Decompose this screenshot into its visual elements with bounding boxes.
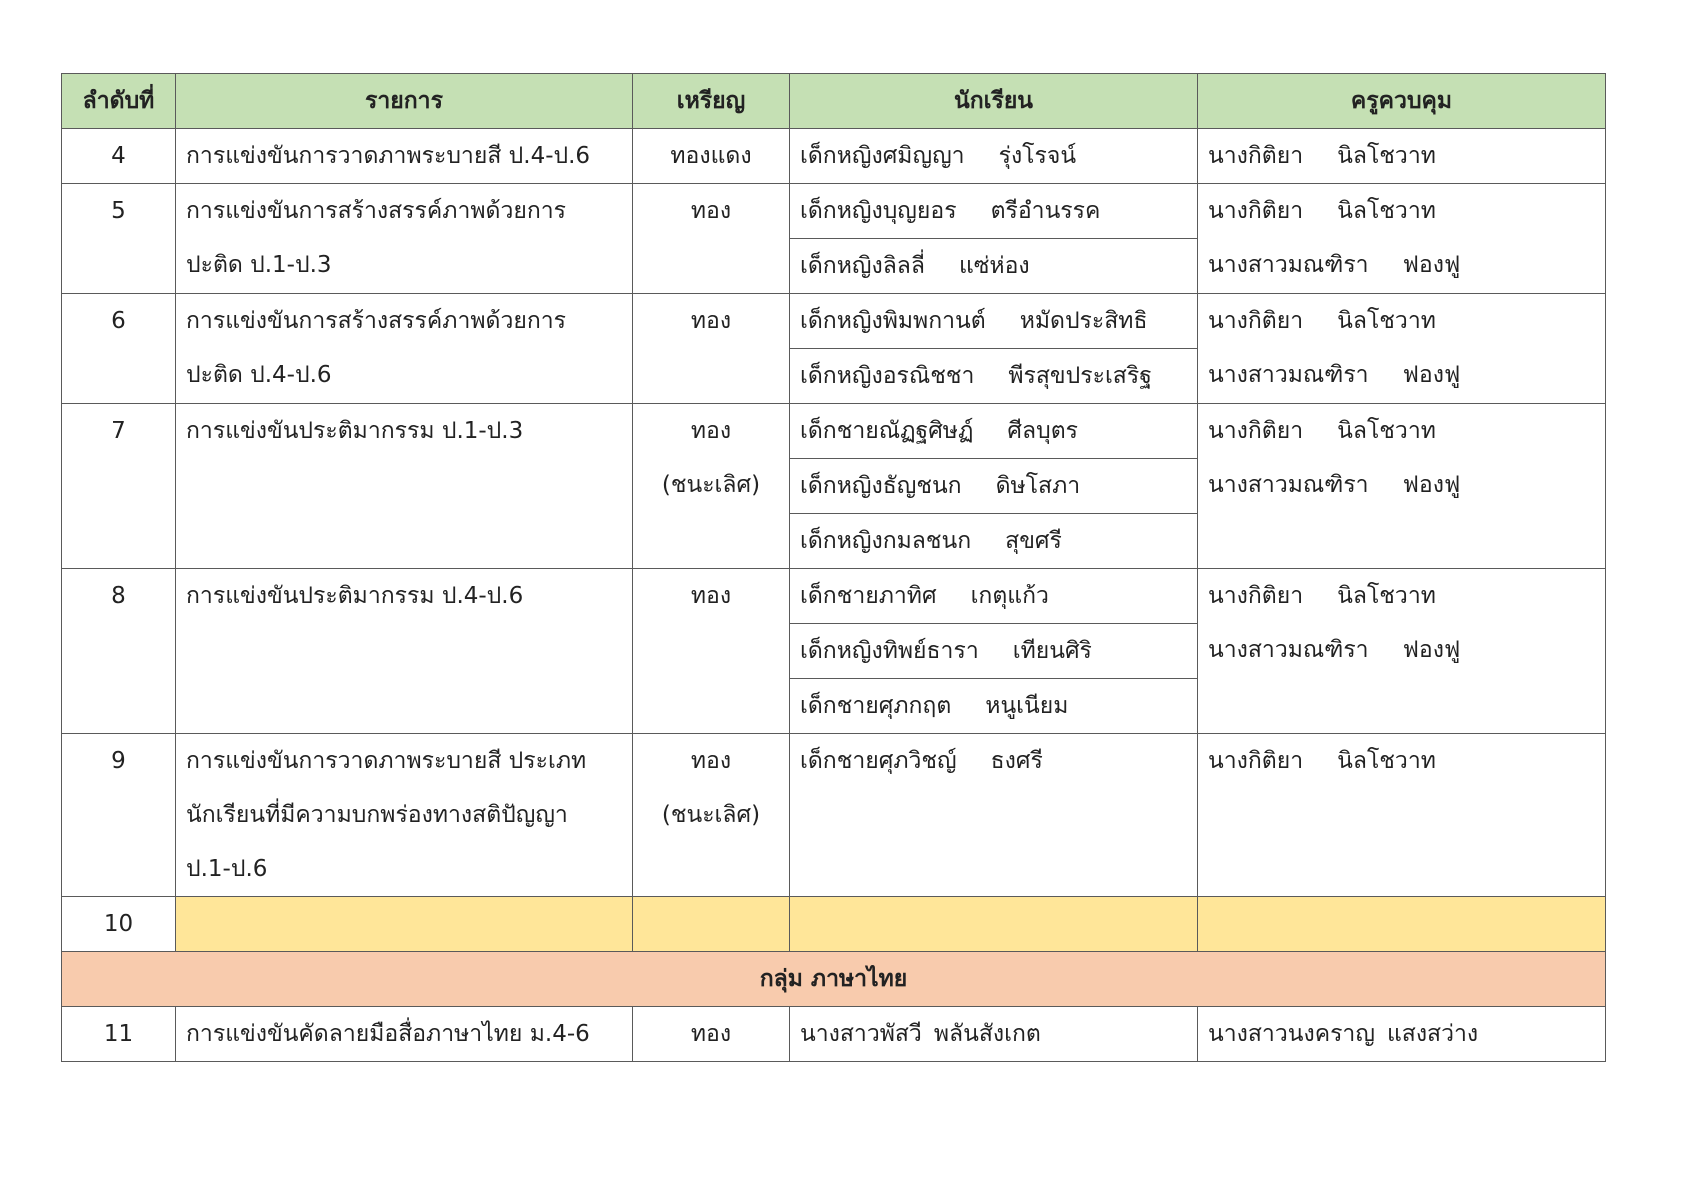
- header-medal: เหรียญ: [633, 74, 790, 129]
- student-line: [790, 569, 1197, 623]
- group-header-row: [62, 952, 1606, 1007]
- teacher-line: [1198, 184, 1605, 238]
- student-last-name: หมัดประสิทธิ: [1019, 308, 1148, 334]
- teacher-first-name: นางกิติยา: [1208, 198, 1304, 224]
- teacher-line: [1198, 129, 1605, 183]
- student-first-name: เด็กหญิงพิมพกานต์: [800, 308, 986, 334]
- student-cell: [790, 1007, 1198, 1062]
- student-last-name: พีรสุขประเสริฐ: [1008, 363, 1152, 389]
- header-teachers: ครูควบคุม: [1198, 74, 1606, 129]
- teacher-line: [1198, 238, 1605, 292]
- teacher-line: [1198, 404, 1605, 458]
- medal-line: (ชนะเลิศ): [661, 472, 761, 498]
- teacher-last-name: ฟองฟู: [1402, 362, 1461, 388]
- event-name: การแข่งขันคัดลายมือสื่อภาษาไทย ม.4-6: [176, 1007, 633, 1062]
- header-no: ลำดับที่: [62, 74, 176, 129]
- teacher-line: [1198, 458, 1605, 512]
- medal-line: ทอง: [690, 583, 732, 609]
- header-students: นักเรียน: [790, 74, 1198, 129]
- teacher-first-name: นางสาวมณฑิรา: [1208, 637, 1369, 663]
- table-row: [62, 1007, 1606, 1062]
- medal-line: ทองแดง: [670, 143, 752, 169]
- student-last-name: ธงศรี: [990, 748, 1043, 774]
- teacher-line: [1198, 294, 1605, 348]
- event-line: ปะติด ป.4-ป.6: [186, 362, 332, 388]
- row-number: 6: [62, 294, 176, 404]
- student-first-name: เด็กหญิงลิลลี่: [800, 253, 925, 279]
- event-name: [176, 569, 633, 734]
- event-name: [176, 404, 633, 569]
- header-row: [62, 74, 1606, 129]
- teacher-cell: [1198, 294, 1606, 404]
- teacher-cell: [1198, 569, 1606, 734]
- student-first-name: เด็กชายศุภวิชญ์: [800, 748, 957, 774]
- header-event: รายการ: [176, 74, 633, 129]
- row-number: 4: [62, 129, 176, 184]
- teacher-last-name: ฟองฟู: [1402, 252, 1461, 278]
- student-last-name: สุขศรี: [1005, 528, 1062, 554]
- event-name: [176, 734, 633, 897]
- medal-value: [633, 404, 790, 569]
- student-line: [790, 129, 1197, 183]
- empty-cell: [1198, 897, 1606, 952]
- teacher-last-name: นิลโชวาท: [1337, 748, 1436, 774]
- event-name: [176, 129, 633, 184]
- teacher-first-name: นางสาวมณฑิรา: [1208, 252, 1369, 278]
- teacher-cell: [1198, 734, 1606, 897]
- student-line: [790, 294, 1197, 348]
- teacher-first-name: นางกิติยา: [1208, 583, 1304, 609]
- student-last-name: ศีลบุตร: [1007, 418, 1078, 444]
- event-line: ป.1-ป.6: [186, 856, 268, 882]
- medal-line: ทอง: [690, 308, 732, 334]
- event-line: การแข่งขันการสร้างสรรค์ภาพด้วยการ: [186, 308, 567, 334]
- student-last-name: เทียนศิริ: [1012, 638, 1092, 664]
- teacher-first-name: นางกิติยา: [1208, 418, 1304, 444]
- student-cell: [790, 184, 1198, 294]
- group-title: กลุ่ม ภาษาไทย: [62, 952, 1606, 1007]
- student-first-name: เด็กชายภาทิศ: [800, 583, 937, 609]
- student-last-name: ดิษโสภา: [995, 473, 1081, 499]
- medal-line: (ชนะเลิศ): [661, 802, 761, 828]
- student-cell: [790, 129, 1198, 184]
- student-first-name: เด็กหญิงบุญยอร: [800, 198, 957, 224]
- student-cell: [790, 734, 1198, 897]
- student-line: [790, 623, 1197, 678]
- teacher-line: [1198, 734, 1605, 788]
- event-line: ปะติด ป.1-ป.3: [186, 252, 332, 278]
- teacher-last-name: นิลโชวาท: [1337, 583, 1436, 609]
- student-last-name: ตรีอำนรรค: [990, 198, 1101, 224]
- event-line: การแข่งขันการวาดภาพระบายสี ประเภท: [186, 748, 587, 774]
- medal-value: [633, 569, 790, 734]
- medal-value: ทอง: [633, 1007, 790, 1062]
- teacher-cell: [1198, 129, 1606, 184]
- student-line: [790, 184, 1197, 238]
- student-cell: [790, 294, 1198, 404]
- empty-cell: [176, 897, 633, 952]
- student-line: [790, 458, 1197, 513]
- teacher-first-name: นางกิติยา: [1208, 308, 1304, 334]
- medal-value: [633, 294, 790, 404]
- table-row-empty: [62, 897, 1606, 952]
- teacher-line: [1198, 623, 1605, 677]
- teacher-last-name: นิลโชวาท: [1337, 418, 1436, 444]
- teacher-cell: [1198, 404, 1606, 569]
- teacher-last-name: แสงสว่าง: [1386, 1021, 1479, 1047]
- student-first-name: เด็กหญิงธัญชนก: [800, 473, 962, 499]
- row-number: 10: [62, 897, 176, 952]
- teacher-last-name: นิลโชวาท: [1337, 198, 1436, 224]
- student-cell: [790, 404, 1198, 569]
- student-line: [790, 238, 1197, 293]
- event-line: การแข่งขันการสร้างสรรค์ภาพด้วยการ: [186, 198, 567, 224]
- student-line: [790, 678, 1197, 733]
- teacher-last-name: ฟองฟู: [1402, 472, 1461, 498]
- medal-line: ทอง: [690, 748, 732, 774]
- student-first-name: เด็กหญิงกมลชนก: [800, 528, 972, 554]
- medal-value: [633, 184, 790, 294]
- table-row: [62, 404, 1606, 569]
- student-first-name: เด็กชายศุภกฤต: [800, 693, 952, 719]
- row-number: 8: [62, 569, 176, 734]
- event-name: [176, 294, 633, 404]
- student-line: [790, 404, 1197, 458]
- teacher-last-name: นิลโชวาท: [1337, 308, 1436, 334]
- empty-cell: [790, 897, 1198, 952]
- event-line: นักเรียนที่มีความบกพร่องทางสติปัญญา: [186, 802, 568, 828]
- event-line: การแข่งขันการวาดภาพระบายสี ป.4-ป.6: [186, 143, 591, 169]
- table-row: [62, 129, 1606, 184]
- empty-cell: [633, 897, 790, 952]
- row-number: 7: [62, 404, 176, 569]
- teacher-cell: [1198, 184, 1606, 294]
- student-first-name: เด็กหญิงทิพย์ธารา: [800, 638, 979, 664]
- event-line: การแข่งขันประติมากรรม ป.1-ป.3: [186, 418, 524, 444]
- student-first-name: นางสาวพัสวี: [800, 1021, 922, 1047]
- teacher-first-name: นางกิติยา: [1208, 143, 1304, 169]
- medal-value: [633, 129, 790, 184]
- medal-value: [633, 734, 790, 897]
- student-last-name: เกตุแก้ว: [970, 583, 1049, 609]
- teacher-last-name: ฟองฟู: [1402, 637, 1461, 663]
- student-line: [790, 734, 1197, 788]
- table-row: [62, 184, 1606, 294]
- event-name: [176, 184, 633, 294]
- student-first-name: เด็กหญิงศมิญญา: [800, 143, 965, 169]
- table-row: [62, 294, 1606, 404]
- medal-line: ทอง: [690, 198, 732, 224]
- student-line: [790, 348, 1197, 403]
- medal-line: ทอง: [690, 418, 732, 444]
- table-row: [62, 569, 1606, 734]
- student-line: [790, 513, 1197, 568]
- student-last-name: พลันสังเกต: [933, 1021, 1041, 1047]
- row-number: 9: [62, 734, 176, 897]
- student-last-name: หนูเนียม: [985, 693, 1069, 719]
- teacher-line: [1198, 348, 1605, 402]
- table-row: [62, 734, 1606, 897]
- row-number: 11: [62, 1007, 176, 1062]
- teacher-last-name: นิลโชวาท: [1337, 143, 1436, 169]
- student-cell: [790, 569, 1198, 734]
- student-last-name: แซ่ห่อง: [959, 253, 1030, 279]
- event-line: การแข่งขันประติมากรรม ป.4-ป.6: [186, 583, 524, 609]
- results-table: [61, 73, 1606, 1062]
- teacher-cell: [1198, 1007, 1606, 1062]
- teacher-first-name: นางสาวมณฑิรา: [1208, 362, 1369, 388]
- student-first-name: เด็กชายณัฏฐศิษฏ์: [800, 418, 974, 444]
- teacher-line: [1198, 569, 1605, 623]
- teacher-first-name: นางสาวมณฑิรา: [1208, 472, 1369, 498]
- teacher-first-name: นางกิติยา: [1208, 748, 1304, 774]
- teacher-first-name: นางสาวนงคราญ: [1208, 1021, 1375, 1047]
- student-last-name: รุ่งโรจน์: [998, 143, 1077, 169]
- row-number: 5: [62, 184, 176, 294]
- student-first-name: เด็กหญิงอรณิชชา: [800, 363, 975, 389]
